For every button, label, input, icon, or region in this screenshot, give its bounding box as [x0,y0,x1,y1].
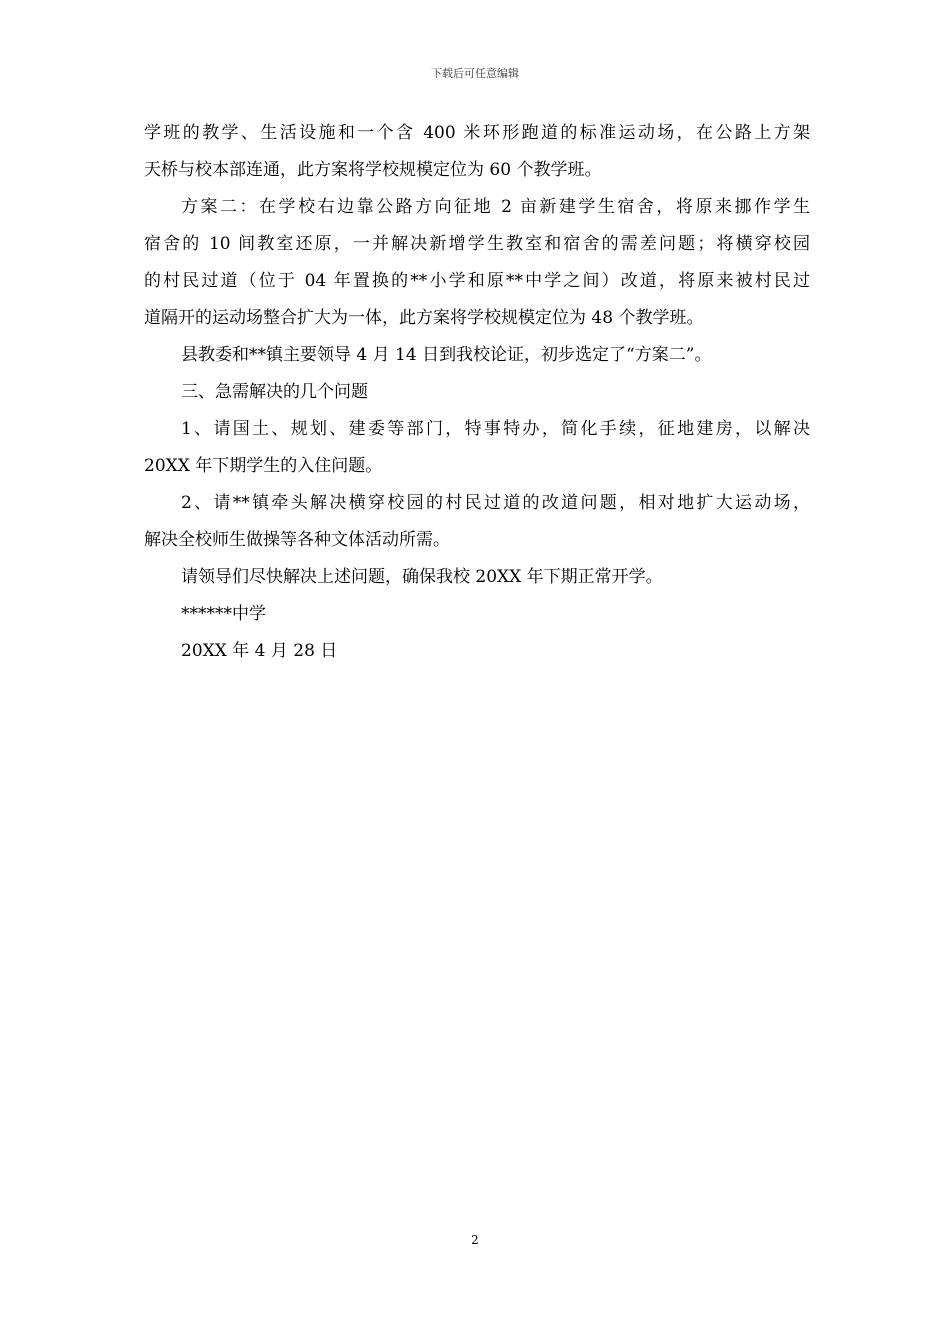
section-heading: 三、急需解决的几个问题 [181,382,368,402]
document-body [144,123,810,678]
text-line: 2、请**镇牵头解决横穿校园的村民过道的改道问题，相对地扩大运动场， [181,493,810,513]
text-line: 县教委和**镇主要领导 4 月 14 日到我校论证，初步选定了“方案二”。 [181,345,712,365]
page-number: 2 [471,1233,479,1247]
page-header: 下载后可任意编辑 [431,67,519,80]
text-line: 1、请国土、规划、建委等部门，特事特办，简化手续，征地建房，以解决 [181,419,810,439]
text-line: 天桥与校本部连通，此方案将学校规模定位为 60 个教学班。 [144,160,602,180]
text-line: 请领导们尽快解决上述问题，确保我校 20XX 年下期正常开学。 [181,567,663,587]
text-line: 道隔开的运动场整合扩大为一体，此方案将学校规模定位为 48 个教学班。 [144,308,704,328]
text-line: 学班的教学、生活设施和一个含 400 米环形跑道的标准运动场，在公路上方架 [144,123,810,143]
signature-date: 20XX 年 4 月 28 日 [181,641,338,661]
text-line: 解决全校师生做操等各种文体活动所需。 [144,530,450,550]
text-line: 的村民过道（位于 04 年置换的**小学和原**中学之间）改道，将原来被村民过 [144,271,810,291]
text-line: 方案二：在学校右边靠公路方向征地 2 亩新建学生宿舍，将原来挪作学生 [181,197,810,217]
signature-organization: ******中学 [181,604,266,624]
text-line: 宿舍的 10 间教室还原，一并解决新增学生教室和宿舍的需差问题；将横穿校园 [144,234,810,254]
text-line: 20XX 年下期学生的入住问题。 [144,456,383,476]
